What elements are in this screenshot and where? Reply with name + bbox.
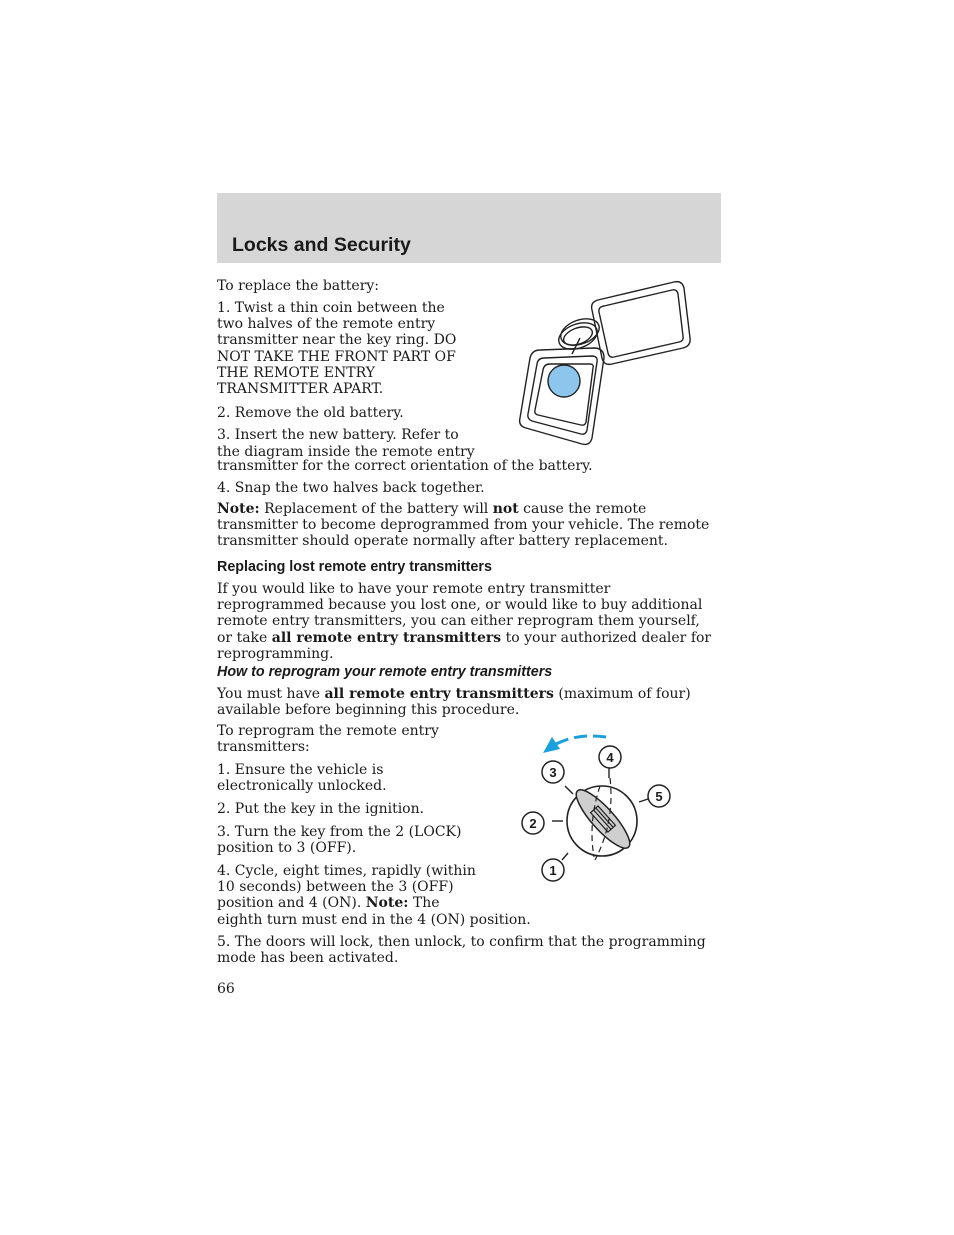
note-label: Note: xyxy=(217,501,260,517)
reprogram-step-2: 2. Put the key in the ignition. xyxy=(217,801,425,817)
position-3-label: 3 xyxy=(549,765,557,780)
lost-transmitters-heading: Replacing lost remote entry transmitters xyxy=(217,559,492,575)
reprogram-step-4-tail: eighth turn must end in the 4 (ON) position. xyxy=(217,912,531,928)
lost-emphasis: all remote entry transmitters xyxy=(271,629,502,646)
section-header-band xyxy=(217,193,721,263)
requirement-emphasis: all remote entry transmitters xyxy=(324,686,554,702)
battery-step-4: 4. Snap the two halves back together. xyxy=(217,480,485,496)
battery-note xyxy=(217,501,717,550)
battery-step-1: 1. Twist a thin coin between the two halves of the remote entry transmitter near the key ring. DO NOT TAKE THE FRONT PART OF THE REMOTE ENTRY TRANSMITTER APART. xyxy=(217,300,457,398)
reprogram-intro: To reprogram the remote entry transmitters: xyxy=(217,723,439,756)
lost-text-1: If you would like to have your remote entry transmitter reprogrammed because you lost one, or would like to buy additional remote entry transmitters, you can either reprogram them yourself, or take xyxy=(217,581,703,646)
lost-transmitters-paragraph xyxy=(217,581,717,662)
battery-step-3-line-3: transmitter for the correct orientation of the battery. xyxy=(217,458,593,474)
note-text-2: cause the remote transmitter to become deprogrammed from your vehicle. The remote transmitter should operate normally after battery replacement. xyxy=(217,501,710,550)
step-4-note-label: Note: xyxy=(365,895,409,912)
remote-transmitter-illustration xyxy=(516,278,696,448)
battery-step-2: 2. Remove the old battery. xyxy=(217,405,404,421)
position-4-label: 4 xyxy=(606,750,614,765)
requirement-text-1: You must have xyxy=(217,686,325,702)
reprogram-requirement xyxy=(217,686,717,718)
battery-step-3-line-1: 3. Insert the new battery. Refer to xyxy=(217,427,459,443)
rotation-arrow-icon xyxy=(543,736,606,753)
reprogram-step-3: 3. Turn the key from the 2 (LOCK) position to 3 (OFF). xyxy=(217,824,462,857)
reprogram-step-4 xyxy=(217,863,479,912)
battery-step-3-line-2: the diagram inside the remote entry xyxy=(217,443,475,460)
step-4-text-1: 4. Cycle, eight times, rapidly (within 10 seconds) between the 3 (OFF) position and 4 (ON). xyxy=(217,863,476,912)
note-text-1: Replacement of the battery will xyxy=(259,501,493,517)
reprogram-step-1: 1. Ensure the vehicle is electronically unlocked. xyxy=(217,762,387,795)
ignition-positions-illustration xyxy=(512,730,682,888)
transmitter-button-icon xyxy=(548,365,580,397)
reprogram-step-5: 5. The doors will lock, then unlock, to confirm that the programming mode has been activated. xyxy=(217,934,706,967)
step-4-text-2: The xyxy=(408,895,440,912)
lost-text-2: to your authorized dealer for reprogramming. xyxy=(217,629,712,662)
position-2-label: 2 xyxy=(529,816,537,831)
position-1-label: 1 xyxy=(549,863,557,878)
page-number: 66 xyxy=(217,981,235,997)
requirement-text-2: (maximum of four) available before beginning this procedure. xyxy=(217,686,691,719)
section-title: Locks and Security xyxy=(232,234,411,256)
note-emphasis: not xyxy=(492,501,519,517)
position-5-label: 5 xyxy=(655,789,663,804)
reprogram-heading: How to reprogram your remote entry transmitters xyxy=(217,664,553,680)
battery-intro: To replace the battery: xyxy=(217,278,380,294)
